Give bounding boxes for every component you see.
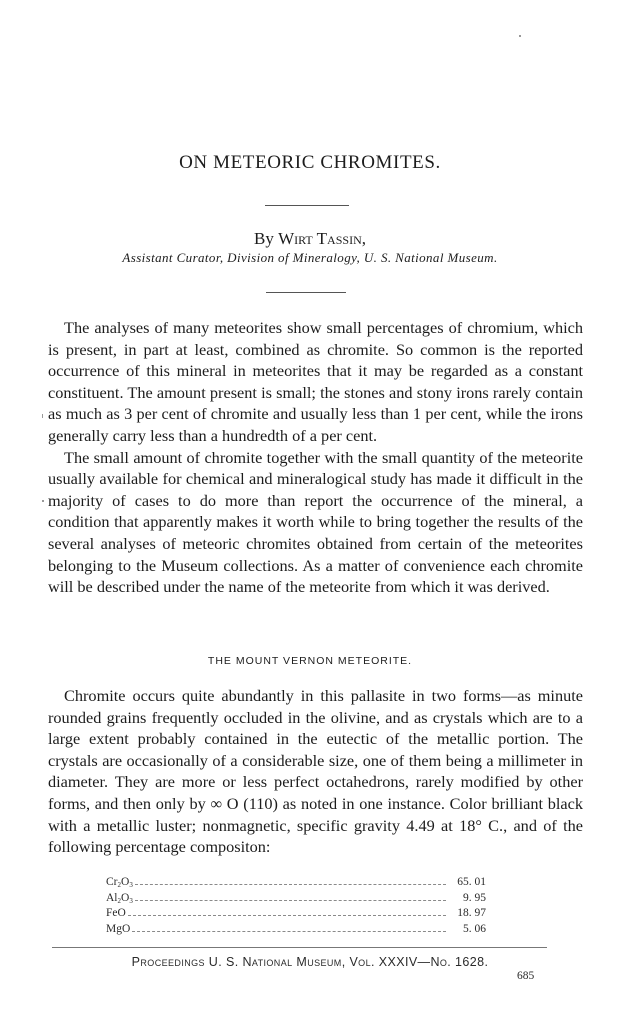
compound-value: 65. 01 [457, 876, 486, 888]
running-footer: Proceedings U. S. National Museum, Vol. XXXIV—No. 1628. [131, 955, 489, 969]
compound-label: $Al_2O_3$ [106, 891, 133, 905]
intro-paragraph-1: The analyses of many meteorites show small percentages of chromium, which is present, in part at least, combined as chromite. So common is the reported occurrence of this mineral in meteorites that it may be regarded as a constant constituent. The amount present is small; the stones and stony irons rarely contain as much as 3 per cent of chromite and usually less than 1 per cent, while the irons generally carry less than a hundredth of a per cent. [48, 318, 583, 445]
compound-value: 5. 06 [463, 922, 486, 935]
table-row [106, 907, 486, 923]
section-paragraph: Chromite occurs quite abundantly in this pallasite in two forms—as minute rounded grains frequently occluded in the olivine, and as crystals which are to a large extent probably contained in the eutectic of the metallic portion. The crystals are occasionally of a considerable size, one of them being a millimeter in diameter. They are more or less perfect octahedrons, rarely modified by other forms, and then only by ∞ O (110) as noted in one instance. Color brilliant black with a metallic luster; nonmagnetic, specific gravity 4.49 at 18° C., and of the following percentage compositon: [48, 686, 583, 857]
scan-speck [42, 414, 43, 418]
intro-paragraph-2: The small amount of chromite together with the small quantity of the meteorite usually available for chemical and mineralogical study has made it difficult in the majority of cases to do more than report the occurrence of the mineral, a condition that apparently makes it worth while to bring together the results of the several analyses of meteoric chromites obtained from certain of the meteorites belonging to the Museum collections. As a matter of convenience each chromite will be described under the name of the meteorite from which it was derived. [48, 447, 583, 597]
dot-leader [135, 900, 446, 901]
scan-speck [519, 35, 521, 37]
scan-speck [42, 500, 44, 502]
page-title: ON METEORIC CHROMITES. [179, 152, 441, 173]
table-row [106, 892, 486, 908]
byline-prefix: By [253, 229, 279, 248]
author-affiliation: Assistant Curator, Division of Mineralogy, U. S. National Museum. [122, 250, 498, 265]
byline-suffix: , [361, 229, 366, 248]
byline-divider [266, 292, 346, 293]
table-row [106, 876, 486, 892]
compound-label: $Cr_2O_3$ [106, 876, 133, 889]
byline [0, 229, 620, 249]
intro-text [48, 317, 583, 598]
author-name: Wirt Tassin [278, 229, 362, 248]
dot-leader [135, 884, 446, 885]
page-number: 685 [517, 970, 535, 982]
title-divider [265, 205, 349, 206]
compound-label: MgO [106, 922, 131, 935]
table-row [106, 923, 486, 939]
compound-value: 9. 95 [463, 891, 486, 904]
section-heading: THE MOUNT VERNON METEORITE. [207, 655, 413, 667]
composition-table [106, 876, 486, 938]
compound-label: FeO [106, 907, 126, 919]
dot-leader [132, 931, 446, 932]
compound-value: 18. 97 [457, 907, 486, 919]
section-text [48, 685, 583, 858]
dot-leader [128, 915, 446, 916]
footer-divider [52, 947, 547, 948]
